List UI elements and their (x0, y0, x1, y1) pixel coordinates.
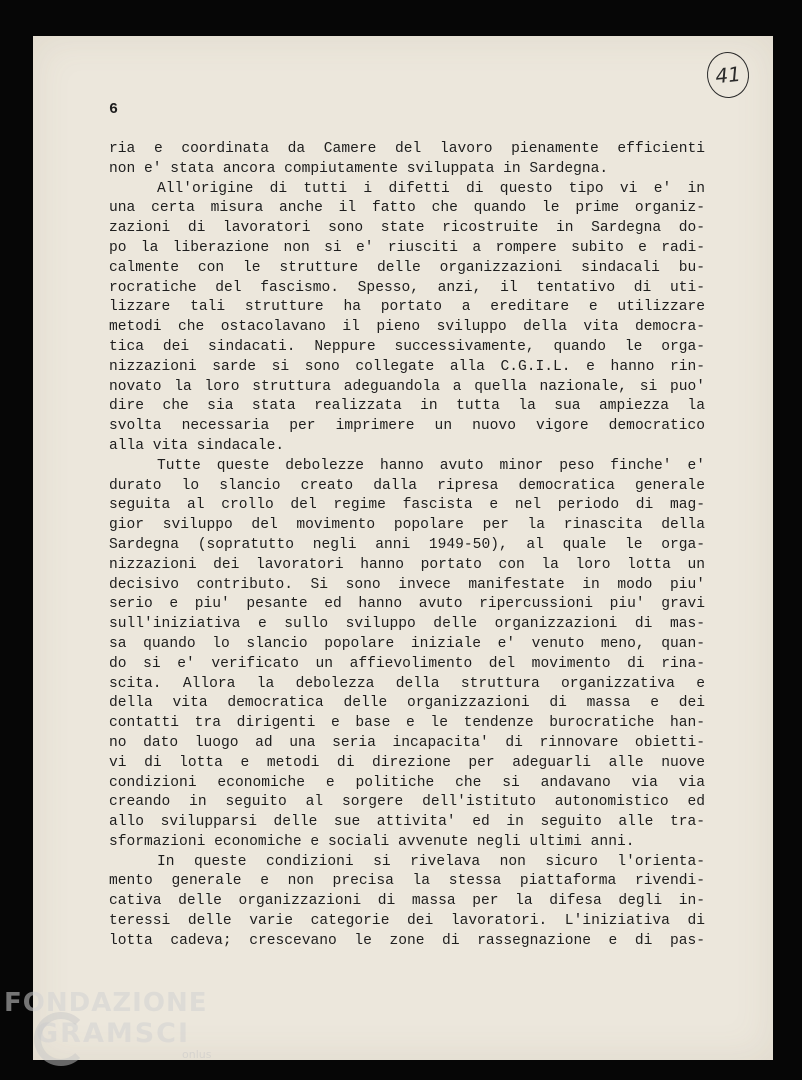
archive-number-text: 41 (714, 61, 742, 89)
text-line: Sardegna (sopratutto negli anni 1949-50), al quale le orga- (109, 536, 705, 553)
text-line: una certa misura anche il fatto che quando le prime organiz- (109, 200, 705, 217)
text-line: gior sviluppo del movimento popolare per la rinascita della (109, 517, 705, 534)
text-line: calmente con le strutture delle organizzazioni sindacali bu- (109, 259, 705, 276)
text-line: Tutte queste debolezze hanno avuto minor peso finche' e' (157, 457, 705, 474)
fondazione-gramsci-watermark (4, 988, 212, 1061)
text-line: allo svilupparsi delle sue attivita' ed in seguito alle tra- (109, 814, 705, 831)
text-line: In queste condizioni si rivelava non sicuro l'orienta- (157, 853, 705, 870)
watermark-onlus: onlus (182, 1048, 212, 1061)
text-line: vi di lotta e metodi di direzione per adeguarli alle nuove (109, 754, 705, 771)
text-line: mento generale e non precisa la stessa piattaforma rivendi- (109, 873, 705, 890)
text-line: sa quando lo slancio popolare iniziale e' venuto meno, quan- (109, 635, 705, 652)
text-line: non e' stata ancora compiutamente sviluppata in Sardegna. (109, 160, 609, 177)
text-line: contatti tra dirigenti e base e le tendenze burocratiche han- (109, 715, 705, 732)
text-line: lotta cadeva; crescevano le zone di rassegnazione e di pas- (109, 932, 705, 949)
text-line: cativa delle organizzazioni di massa per la difesa degli in- (109, 893, 705, 910)
text-line: metodi che ostacolavano il pieno sviluppo della vita democra- (109, 319, 705, 336)
text-line: durato lo slancio creato dalla ripresa democratica generale (109, 477, 705, 494)
text-line: no dato luogo ad una seria incapacita' di rinnovare obietti- (109, 734, 705, 751)
text-line: do si e' verificato un affievolimento del movimento di rina- (109, 655, 705, 672)
text-line: novato la loro struttura adeguandola a quella nazionale, si puo' (109, 378, 705, 395)
text-line: po la liberazione non si e' riusciti a rompere subito e radi- (109, 239, 705, 256)
text-line: scita. Allora la debolezza della struttura organizzativa e (109, 675, 705, 692)
text-line: All'origine di tutti i difetti di questo tipo vi e' in (157, 180, 705, 197)
text-line: teressi delle varie categorie dei lavoratori. L'iniziativa di (109, 913, 705, 930)
text-line: dire che sia stata realizzata in tutta la sua ampiezza la (109, 398, 705, 415)
text-line: alla vita sindacale. (109, 437, 285, 454)
text-line: rocratiche del fascismo. Spesso, anzi, il tentativo di uti- (109, 279, 705, 296)
body-text (109, 140, 705, 952)
text-line: sull'iniziativa e sullo sviluppo delle organizzazioni di mas- (109, 616, 705, 633)
text-line: svolta necessaria per imprimere un nuovo vigore democratico (109, 418, 705, 435)
text-line: della vita democratica delle organizzazioni di massa e dei (109, 695, 705, 712)
text-line: lizzare tali strutture ha portato a ereditare e utilizzare (109, 299, 705, 316)
watermark-line1: FONDAZIONE (4, 988, 208, 1018)
text-line: sformazioni economiche e sociali avvenute negli ultimi anni. (109, 833, 635, 850)
text-line: condizioni economiche e politiche che si andavano via via (109, 774, 705, 791)
page-number: 6 (109, 101, 119, 118)
watermark-g-logo (34, 1012, 88, 1066)
text-line: zazioni di lavoratori sono state ricostruite in Sardegna do- (109, 220, 705, 237)
text-line: serio e piu' pesante ed hanno avuto ripercussioni piu' gravi (109, 596, 705, 613)
text-line: nizzazioni dei lavoratori hanno portato con la loro lotta un (109, 556, 705, 573)
text-line: nizzazioni sarde si sono collegate alla C.G.I.L. e hanno rin- (109, 358, 705, 375)
text-line: seguita al crollo del regime fascista e nel periodo di mag- (109, 497, 705, 514)
text-line: decisivo contributo. Si sono invece manifestate in modo piu' (109, 576, 705, 593)
text-line: creando in seguito al sorgere dell'istituto autonomistico ed (109, 794, 705, 811)
watermark-line2: GRAMSCI (36, 1018, 191, 1049)
text-line: ria e coordinata da Camere del lavoro pienamente efficienti (109, 141, 705, 157)
text-line: tica dei sindacati. Neppure successivamente, quando le orga- (109, 338, 705, 355)
